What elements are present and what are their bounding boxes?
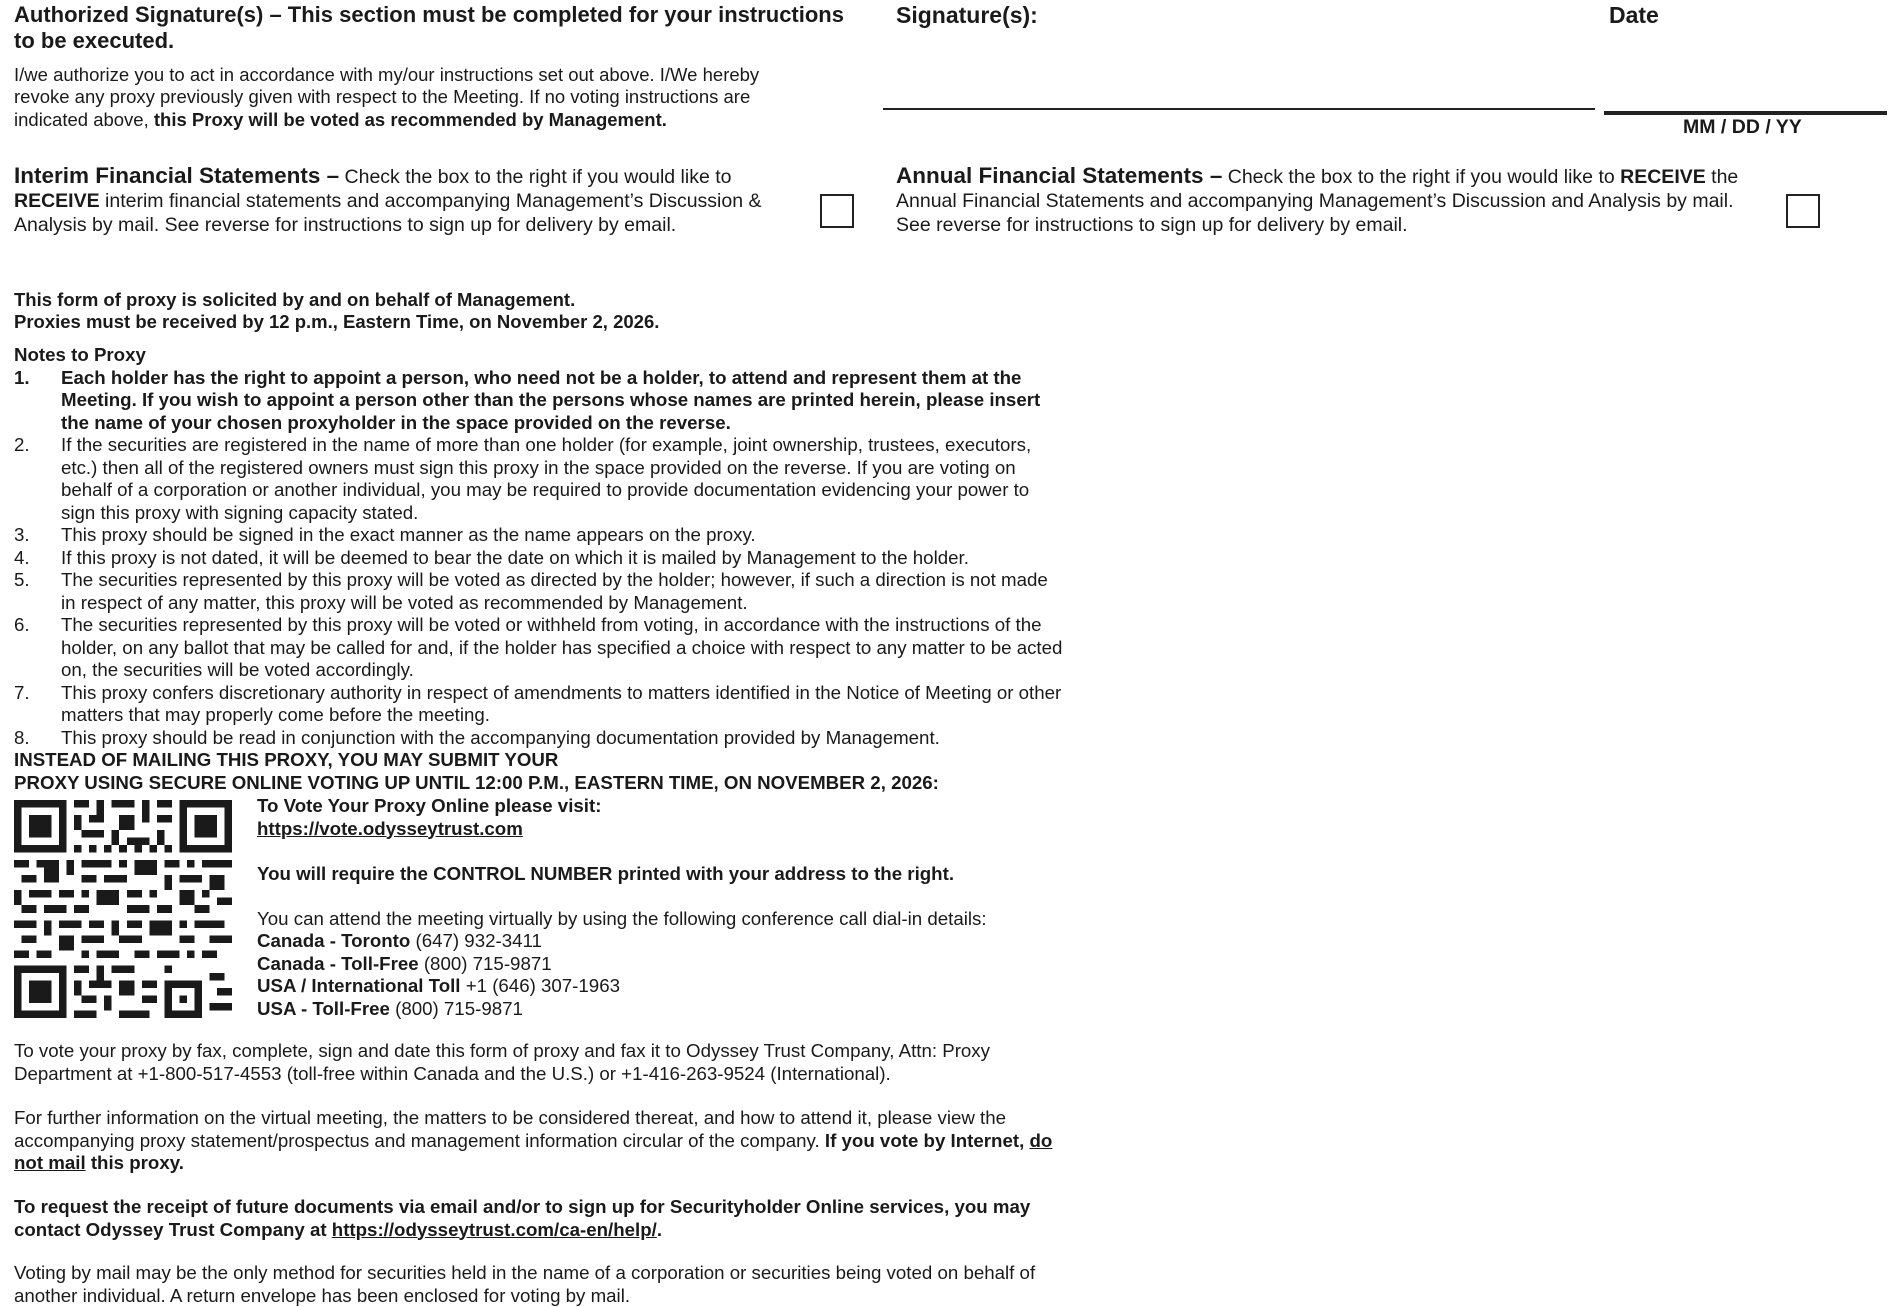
online-vote-details [257, 795, 1107, 1020]
dial-in-item [257, 975, 1107, 998]
note-text: If this proxy is not dated, it will be deemed to bear the date on which it is mailed by Management to the holder. [61, 546, 969, 568]
interim-text-2: interim financial statements and accompanying Management’s Discussion & Analysis by mail. See reverse for instructions to sign up for delivery by email. [14, 190, 762, 236]
date-label: Date [1609, 2, 1659, 28]
dial-in-item [257, 953, 1107, 976]
interim-text-1: Check the box to the right if you would like to [339, 166, 732, 188]
solicitation-notice [14, 289, 914, 334]
interim-statements-checkbox[interactable] [820, 194, 854, 228]
annual-statements-checkbox[interactable] [1786, 194, 1820, 228]
signature-line[interactable] [883, 108, 1595, 110]
note-text: This proxy confers discretionary authority in respect of amendments to matters identified in the Notice of Meeting or other matters that may properly come before the meeting. [61, 681, 1062, 725]
note-number: 2. [14, 434, 30, 455]
note-text: This proxy should be signed in the exact manner as the name appears on the proxy. [61, 524, 756, 545]
note-number: 5. [14, 569, 30, 590]
note-text: If the securities are registered in the name of more than one holder (for example, joint ownership, trustees, executors, etc.) then all of the registered owners must sign this proxy in the space provided on the reverse. If you are voting on behalf of a corporation or another individual, you may be required to provide documentation evidencing your power to sign this proxy with signing capacity stated. [61, 434, 1032, 523]
request-end: . [656, 1218, 663, 1240]
note-number: 3. [14, 524, 30, 545]
control-number-notice: You will require the CONTROL NUMBER printed with your address to the right. [257, 862, 955, 884]
further-bold-1: If you vote by Internet, [824, 1129, 1030, 1151]
annual-statements-text [896, 164, 1756, 237]
request-text: To request the receipt of future documents via email and/or to sign up for Securityholder Online services, you may contact Odyssey Trust Company at [14, 1196, 1031, 1240]
interim-statements-text [14, 164, 794, 237]
note-number: 1. [14, 366, 30, 388]
note-number: 6. [14, 614, 30, 635]
dial-in-number: (800) 715-9871 [389, 997, 523, 1019]
mail-voting-text: Voting by mail may be the only method for securities held in the name of a corporation or securities being voted on behalf of another individual. A return envelope has been enclosed for voting by mail. [14, 1262, 1036, 1306]
signature-label: Signature(s): [896, 2, 1038, 28]
note-number: 4. [14, 546, 30, 568]
dial-in-number: +1 (646) 307-1963 [460, 975, 620, 996]
further-bold-2: this proxy. [85, 1152, 184, 1173]
note-item [14, 614, 1066, 682]
dial-in-label: Canada - Toronto [257, 930, 411, 951]
fax-voting-text: To vote your proxy by fax, complete, sign and date this form of proxy and fax it to Odyssey Trust Company, Attn: Proxy Department at +1-800-517-4553 (toll-free within Canada and the U.S.) or +1-416-263-9524 (International). [14, 1040, 990, 1084]
note-item [14, 547, 1066, 570]
dial-in-item [257, 930, 1107, 953]
online-voting-heading-1: INSTEAD OF MAILING THIS PROXY, YOU MAY SUBMIT YOUR [14, 749, 559, 770]
note-item [14, 569, 1066, 614]
dial-in-number: (647) 932-3411 [410, 930, 542, 951]
vote-online-link[interactable]: https://vote.odysseytrust.com [257, 817, 523, 839]
annual-text-1: Check the box to the right if you would like to [1222, 166, 1621, 188]
note-number: 7. [14, 681, 30, 703]
note-text: The securities represented by this proxy will be voted as directed by the holder; however, if such a direction is not made in respect of any matter, this proxy will be voted as recommended by Management. [61, 569, 1048, 613]
solicitation-line-2: Proxies must be received by 12 p.m., Eastern Time, on November 2, 2026. [14, 311, 660, 333]
qr-code-icon [14, 800, 232, 1018]
note-item [14, 524, 1066, 547]
further-underline: do not mail [14, 1129, 1053, 1173]
vote-online-label: To Vote Your Proxy Online please visit: [257, 795, 602, 816]
interim-title: Interim Financial Statements – [14, 163, 340, 188]
help-link[interactable]: https://odysseytrust.com/ca-en/help/ [331, 1218, 657, 1240]
annual-text-2: the Annual Financial Statements and accompanying Management’s Discussion and Analysis by mail. See reverse for instructions to sign up for delivery by email. [896, 166, 1739, 236]
note-item [14, 367, 1066, 435]
annual-receive: RECEIVE [1620, 166, 1706, 188]
note-text: This proxy should be read in conjunction with the accompanying documentation provided by Management. [61, 726, 940, 748]
authorized-text-bold: this Proxy will be voted as recommended by Management. [153, 108, 667, 130]
note-text: Each holder has the right to appoint a person, who need not be a holder, to attend and represent them at the Meeting. If you wish to appoint a person other than the persons whose names are printed herein, please insert the name of your chosen proxyholder in the space provided on the reverse. [61, 366, 1041, 433]
notes-heading: Notes to Proxy [14, 344, 146, 365]
note-item [14, 727, 1066, 750]
authorized-signature-text [14, 64, 814, 131]
date-line[interactable] [1604, 111, 1887, 115]
authorized-text-main: I/we authorize you to act in accordance with my/our instructions set out above. I/We hereby revoke any proxy previously given with respect to the Meeting. If no voting instructions are indicated above, [14, 64, 760, 130]
annual-title: Annual Financial Statements – [896, 163, 1223, 188]
date-format-label: MM / DD / YY [1683, 116, 1802, 138]
dial-in-label: USA - Toll-Free [257, 997, 390, 1019]
note-item [14, 434, 1066, 524]
dial-in-label: Canada - Toll-Free [257, 952, 419, 974]
further-information-text [14, 1107, 1054, 1175]
dial-in-label: USA / International Toll [257, 975, 461, 996]
note-item [14, 682, 1066, 727]
dial-in-number: (800) 715-9871 [418, 952, 552, 974]
dial-in-item [257, 998, 1107, 1021]
further-text: For further information on the virtual meeting, the matters to be considered thereat, and how to attend it, please view the accompanying proxy statement/prospectus and management information circular of the company. [14, 1107, 1007, 1151]
note-text: The securities represented by this proxy will be voted or withheld from voting, in accordance with the instructions of the holder, on any ballot that may be called for and, if the holder has specified a choice with respect to any matter to be acted on, the securities will be voted accordingly. [61, 614, 1063, 680]
notes-to-proxy [14, 344, 1066, 794]
virtual-meeting-intro: You can attend the meeting virtually by using the following conference call dial-in details: [257, 907, 987, 929]
note-number: 8. [14, 726, 30, 748]
authorized-signature-title: Authorized Signature(s) – This section must be completed for your instructions to be executed. [14, 2, 844, 53]
interim-receive: RECEIVE [14, 190, 100, 212]
request-documents-text [14, 1196, 1054, 1241]
online-voting-heading-2: PROXY USING SECURE ONLINE VOTING UP UNTIL 12:00 P.M., EASTERN TIME, ON NOVEMBER 2, 2026: [14, 771, 939, 793]
solicitation-line-1: This form of proxy is solicited by and on behalf of Management. [14, 289, 576, 310]
